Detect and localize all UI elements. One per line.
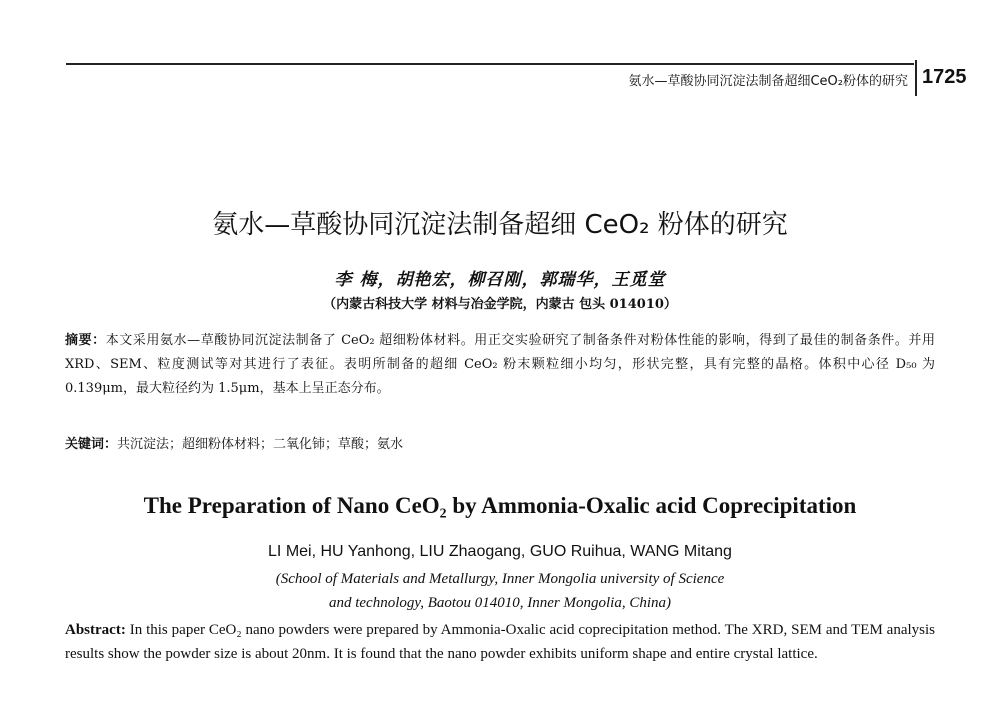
keywords-cn [65,433,403,452]
authors-en: LI Mei, HU Yanhong, LIU Zhaogang, GUO Ruihua, WANG Mitang [268,543,732,560]
abstract-en [65,618,935,666]
abstract-cn-text: 本文采用氨水—草酸协同沉淀法制备了 CeO₂ 超细粉体材料。用正交实验研究了制备条件对粉体性能的影响，得到了最佳的制备条件。并用 XRD、SEM、粒度测试等对其进行了表征。表明所制备的超细 CeO₂ 粉末颗粒细小均匀，形状完整，具有完整的晶格。体积中心径 D₅₀ 为 0.139μm，最大粒径约为 1.5μm，基本上呈正态分布。 [65,333,935,396]
authors-cn: 李 梅，胡艳宏，柳召刚，郭瑞华，王觅堂 [334,270,666,290]
header-rule [66,63,914,65]
abstract-cn-label: 摘要： [65,333,106,348]
abstract-en-text: In this paper CeO₂ nano powders were prepared by Ammonia-Oxalic acid coprecipitation method. The XRD, SEM and TEM analysis results show the powder size is about 20nm. It is found that the nano powder exhibits uniform shape and entire crystal lattice. [65,622,935,662]
keywords-cn-text: 共沉淀法；超细粉体材料；二氧化铈；草酸；氨水 [117,437,404,452]
affiliation-en [0,567,1000,615]
affiliation-en-line2: and technology, Baotou 014010, Inner Mongolia, China) [328,595,672,611]
page-number: 1725 [922,66,967,88]
abstract-cn [65,329,935,401]
paper-title-en: The Preparation of Nano CeO₂ by Ammonia-Oxalic acid Coprecipitation [143,493,857,518]
affiliation-cn: （内蒙古科技大学 材料与冶金学院，内蒙古 包头 014010） [323,297,677,312]
keywords-cn-label: 关键词： [65,437,118,452]
header-divider [915,60,917,96]
running-title: 氨水—草酸协同沉淀法制备超细CeO₂粉体的研究 [628,74,908,89]
abstract-en-label: Abstract: [65,622,126,638]
affiliation-en-line1: (School of Materials and Metallurgy, Inner Mongolia university of Science [275,571,725,587]
paper-title-cn: 氨水—草酸协同沉淀法制备超细 CeO₂ 粉体的研究 [212,210,788,240]
